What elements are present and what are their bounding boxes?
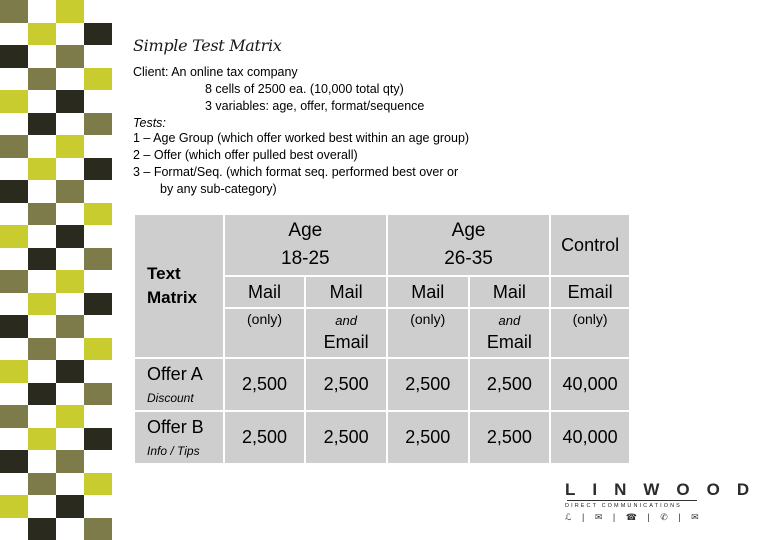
table-row bbox=[134, 358, 630, 411]
slide-title: Simple Test Matrix bbox=[133, 36, 282, 55]
stripe-block bbox=[0, 135, 28, 158]
age-header-label: Age bbox=[288, 220, 323, 241]
stripe-block bbox=[84, 293, 112, 316]
test-item: 3 – Format/Seq. (which format seq. performed best over or bbox=[133, 165, 459, 179]
format-subheader bbox=[469, 308, 551, 358]
stripe-block bbox=[84, 518, 112, 540]
stripe-block bbox=[56, 45, 84, 68]
stripe-block bbox=[84, 113, 112, 136]
format-subheader bbox=[305, 308, 387, 358]
logo-wordmark: LINWOOD bbox=[565, 480, 766, 499]
stripe-block bbox=[0, 225, 28, 248]
cell-quantity: 2,500 bbox=[224, 358, 306, 411]
format-subheader: (only) bbox=[387, 308, 469, 358]
cell-quantity: 40,000 bbox=[550, 358, 630, 411]
offer-label bbox=[134, 411, 224, 464]
stripe-block bbox=[56, 450, 84, 473]
stripe-block bbox=[28, 338, 56, 361]
age-group-header bbox=[387, 214, 550, 276]
test-item: 1 – Age Group (which offer worked best within an age group) bbox=[133, 131, 470, 145]
stripe-block bbox=[56, 360, 84, 383]
stripe-block bbox=[28, 158, 56, 181]
stripe-block bbox=[0, 180, 28, 203]
offer-label bbox=[134, 358, 224, 411]
stripe-block bbox=[56, 225, 84, 248]
cell-quantity: 2,500 bbox=[305, 411, 387, 464]
logo-tagline: DIRECT COMMUNICATIONS bbox=[565, 503, 682, 509]
test-item: 2 – Offer (which offer pulled best overall) bbox=[133, 148, 358, 162]
stripe-block bbox=[84, 203, 112, 226]
client-detail-line: 3 variables: age, offer, format/sequence bbox=[205, 99, 425, 113]
stripe-block bbox=[28, 23, 56, 46]
stripe-block bbox=[56, 495, 84, 518]
stripe-block bbox=[0, 405, 28, 428]
offer-description: Info / Tips bbox=[147, 443, 200, 458]
client-line: Client: An online tax company bbox=[133, 65, 298, 79]
offer-name: Offer A bbox=[147, 363, 203, 384]
stripe-block bbox=[84, 338, 112, 361]
table-row bbox=[134, 411, 630, 464]
stripe-block bbox=[56, 90, 84, 113]
cell-quantity: 2,500 bbox=[224, 411, 306, 464]
stripe-block bbox=[84, 383, 112, 406]
age-header-range: 18-25 bbox=[281, 248, 330, 269]
stripe-block bbox=[56, 315, 84, 338]
age-header-label: Age bbox=[451, 220, 486, 241]
stripe-block bbox=[28, 473, 56, 496]
logo-channel-icons: ℒ | ✉ | ☎ | ✆ | ✉ bbox=[565, 512, 703, 522]
matrix-corner-label bbox=[134, 214, 224, 358]
age-header-range: 26-35 bbox=[444, 248, 493, 269]
stripe-block bbox=[0, 90, 28, 113]
stripe-block bbox=[56, 0, 84, 23]
stripe-block bbox=[28, 113, 56, 136]
format-subheader: (only) bbox=[550, 308, 630, 358]
stripe-block bbox=[84, 158, 112, 181]
cell-quantity: 2,500 bbox=[305, 358, 387, 411]
format-sub-email: Email bbox=[323, 332, 369, 352]
stripe-block bbox=[28, 293, 56, 316]
stripe-block bbox=[84, 248, 112, 271]
stripe-block bbox=[56, 270, 84, 293]
format-header: Mail bbox=[305, 276, 387, 308]
format-header: Mail bbox=[469, 276, 551, 308]
stripe-block bbox=[0, 0, 28, 23]
cell-quantity: 2,500 bbox=[387, 358, 469, 411]
format-header: Mail bbox=[387, 276, 469, 308]
cell-quantity: 2,500 bbox=[469, 358, 551, 411]
stripe-block bbox=[0, 360, 28, 383]
stripe-block bbox=[0, 450, 28, 473]
control-header: Control bbox=[550, 214, 630, 276]
stripe-block bbox=[0, 45, 28, 68]
format-header: Mail bbox=[224, 276, 306, 308]
client-detail-line: 8 cells of 2500 ea. (10,000 total qty) bbox=[205, 82, 404, 96]
stripe-block bbox=[0, 270, 28, 293]
stripe-block bbox=[84, 473, 112, 496]
stripe-block bbox=[0, 495, 28, 518]
format-sub-and: and bbox=[498, 313, 521, 328]
linwood-logo bbox=[565, 480, 766, 530]
test-matrix-table bbox=[133, 213, 631, 465]
stripe-block bbox=[0, 315, 28, 338]
logo-divider bbox=[567, 500, 697, 501]
format-sub-and: and bbox=[335, 313, 357, 328]
stripe-block bbox=[28, 68, 56, 91]
offer-name: Offer B bbox=[147, 416, 204, 437]
corner-label-line: Matrix bbox=[147, 288, 198, 307]
tests-heading: Tests: bbox=[133, 116, 166, 130]
format-header: Email bbox=[550, 276, 630, 308]
age-group-header bbox=[224, 214, 387, 276]
format-sub-email: Email bbox=[486, 332, 532, 352]
decorative-stripe-column bbox=[0, 0, 112, 540]
stripe-block bbox=[56, 135, 84, 158]
stripe-block bbox=[28, 248, 56, 271]
stripe-block bbox=[84, 68, 112, 91]
stripe-block bbox=[56, 405, 84, 428]
stripe-block bbox=[28, 518, 56, 540]
test-item-continuation: by any sub-category) bbox=[160, 182, 277, 196]
stripe-block bbox=[56, 180, 84, 203]
cell-quantity: 40,000 bbox=[550, 411, 630, 464]
cell-quantity: 2,500 bbox=[387, 411, 469, 464]
stripe-block bbox=[28, 203, 56, 226]
stripe-block bbox=[28, 383, 56, 406]
offer-description: Discount bbox=[147, 390, 194, 405]
stripe-block bbox=[84, 23, 112, 46]
corner-label-line: Text bbox=[147, 264, 181, 283]
format-subheader: (only) bbox=[224, 308, 306, 358]
stripe-block bbox=[28, 428, 56, 451]
cell-quantity: 2,500 bbox=[469, 411, 551, 464]
stripe-block bbox=[84, 428, 112, 451]
